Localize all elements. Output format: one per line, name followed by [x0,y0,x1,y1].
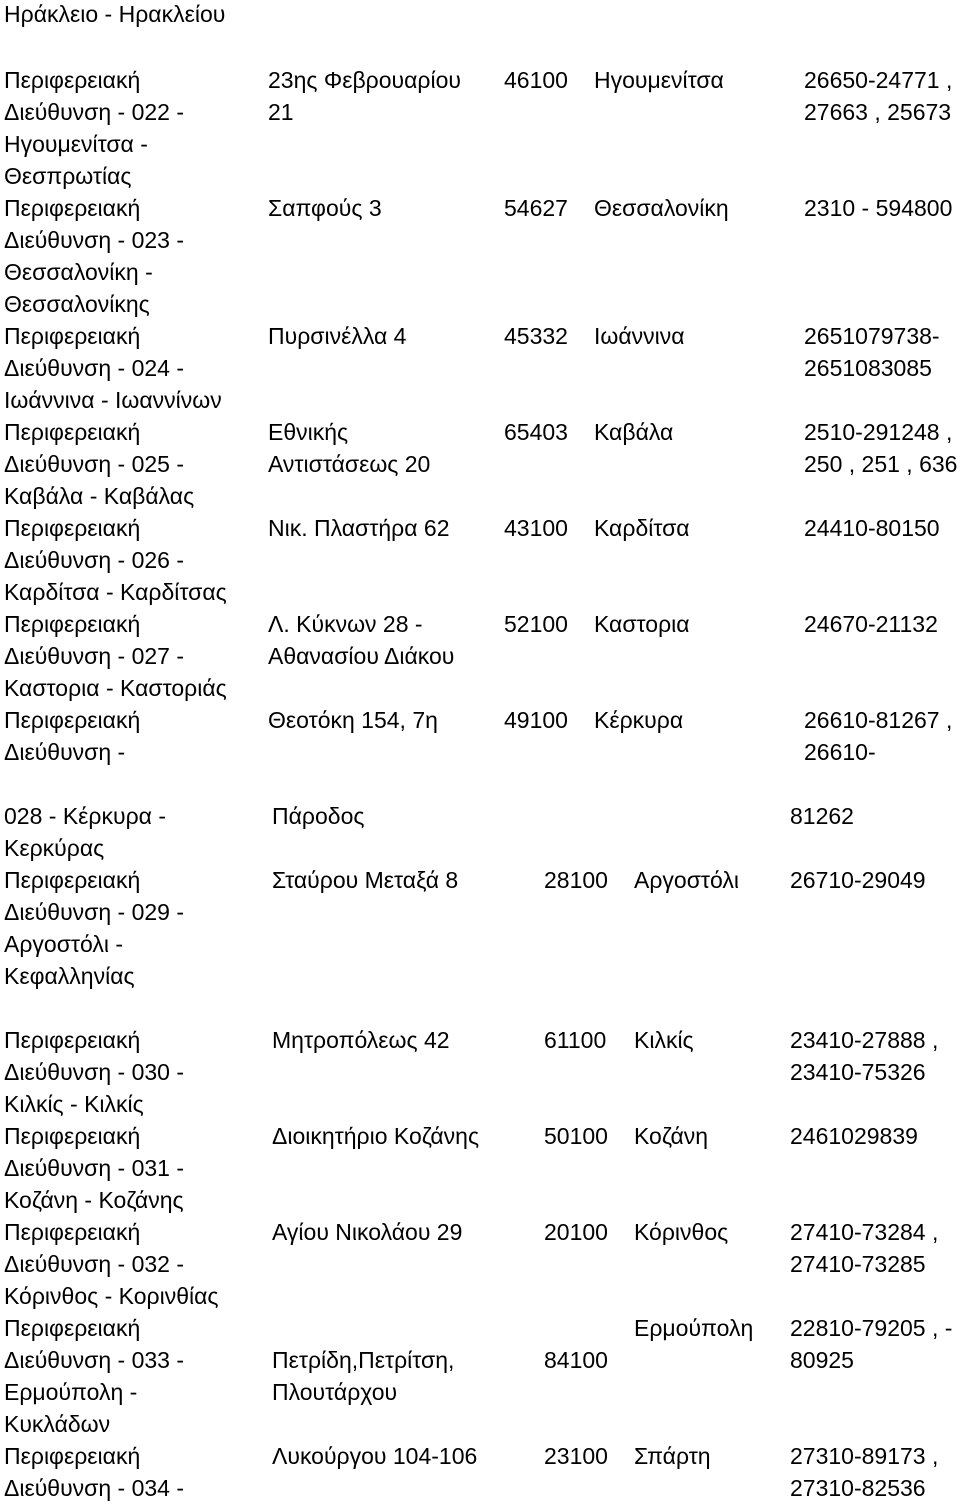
name-cell: Περιφερειακή [4,419,141,445]
phone-cell: 24670-21132 [804,611,938,637]
postcode-cell: 28100 [544,867,608,893]
phone-cell: 250 , 251 , 636 [804,451,958,477]
phone-cell: 81262 [790,803,854,829]
address-cell: Αγίου Νικολάου 29 [272,1219,463,1245]
phone-cell: 2651083085 [804,355,932,381]
name-cell: Περιφερειακή [4,867,141,893]
postcode-cell: 52100 [504,611,568,637]
name-cell: 028 - Κέρκυρα - [4,803,166,829]
address-cell: Νικ. Πλαστήρα 62 [268,515,450,541]
name-cell: Περιφερειακή [4,1315,141,1341]
name-cell: Διεύθυνση - 025 - [4,451,185,477]
name-cell: Διεύθυνση - 024 - [4,355,185,381]
name-cell: Διεύθυνση - 029 - [4,899,185,925]
name-cell: Περιφερειακή [4,195,141,221]
phone-cell: 26610-81267 , [804,707,953,733]
name-cell: Ερμούπολη - [4,1379,138,1405]
postcode-cell: 49100 [504,707,568,733]
address-cell: Λυκούργου 104-106 [272,1443,478,1469]
postcode-cell: 50100 [544,1123,608,1149]
address-cell: Θεοτόκη 154, 7η [268,707,438,733]
address-cell: Λ. Κύκνων 28 - [268,611,423,637]
phone-cell: 27663 , 25673 [804,99,952,125]
name-cell: Διεύθυνση - 022 - [4,99,185,125]
phone-cell: 80925 [790,1347,854,1373]
city-cell: Καβάλα [594,419,674,445]
name-cell: Περιφερειακή [4,1219,141,1245]
name-cell: Διεύθυνση - 031 - [4,1155,185,1181]
city-cell: Καρδίτσα [594,515,690,541]
name-cell: Περιφερειακή [4,1123,141,1149]
city-cell: Σπάρτη [634,1443,711,1469]
phone-cell: 27410-73284 , [790,1219,939,1245]
name-cell: Θεσπρωτίας [4,163,132,189]
name-cell: Διεύθυνση - 032 - [4,1251,185,1277]
city-cell: Κιλκίς [634,1027,694,1053]
phone-cell: 2651079738- [804,323,940,349]
name-cell: Περιφερειακή [4,67,141,93]
name-cell: Περιφερειακή [4,323,141,349]
phone-cell: 26710-29049 [790,867,926,893]
name-cell: Διεύθυνση - 023 - [4,227,185,253]
phone-cell: 22810-79205 , - [790,1315,953,1341]
address-cell: Αντιστάσεως 20 [268,451,431,477]
name-cell: Κοζάνη - Κοζάνης [4,1187,184,1213]
address-cell: 21 [268,99,294,125]
address-cell: 23ης Φεβρουαρίου [268,67,461,93]
phone-cell: 23410-75326 [790,1059,926,1085]
postcode-cell: 43100 [504,515,568,541]
name-cell: Κεφαλληνίας [4,963,135,989]
city-cell: Καστορια [594,611,690,637]
phone-cell: 27310-89173 , [790,1443,939,1469]
postcode-cell: 65403 [504,419,568,445]
postcode-cell: 54627 [504,195,568,221]
address-cell: Πετρίδη,Πετρίτση, [272,1347,455,1373]
address-cell: Μητροπόλεως 42 [272,1027,450,1053]
phone-cell: 27310-82536 [790,1475,926,1501]
name-cell: Κυκλάδων [4,1411,111,1437]
address-cell: Σαπφούς 3 [268,195,382,221]
phone-cell: 24410-80150 [804,515,940,541]
postcode-cell: 23100 [544,1443,608,1469]
name-cell: Καβάλα - Καβάλας [4,483,195,509]
name-cell: Περιφερειακή [4,1027,141,1053]
name-cell: Αργοστόλι - [4,931,124,957]
postcode-cell: 20100 [544,1219,608,1245]
address-cell: Εθνικής [268,419,349,445]
name-cell: Καστορια - Καστοριάς [4,675,227,701]
city-cell: Αργοστόλι [634,867,739,893]
name-cell: Διεύθυνση - 026 - [4,547,185,573]
address-cell: Πλουτάρχου [272,1379,398,1405]
phone-cell: 2310 - 594800 [804,195,953,221]
postcode-cell: 46100 [504,67,568,93]
name-cell: Διεύθυνση - 027 - [4,643,185,669]
name-cell: Κιλκίς - Κιλκίς [4,1091,144,1117]
postcode-cell: 84100 [544,1347,608,1373]
name-cell: Περιφερειακή [4,1443,141,1469]
phone-cell: 23410-27888 , [790,1027,939,1053]
name-cell: Θεσσαλονίκη - [4,259,153,285]
name-cell: Ιωάννινα - Ιωαννίνων [4,387,222,413]
name-cell: Διεύθυνση - 034 - [4,1475,185,1501]
phone-cell: 27410-73285 [790,1251,926,1277]
city-cell: Κέρκυρα [594,707,684,733]
address-cell: Πάροδος [272,803,365,829]
city-cell: Θεσσαλονίκη [594,195,729,221]
city-cell: Ιωάννινα [594,323,685,349]
address-cell: Σταύρου Μεταξά 8 [272,867,459,893]
name-cell: Θεσσαλονίκης [4,291,150,317]
name-cell: Διεύθυνση - 030 - [4,1059,185,1085]
page-heading: Ηράκλειο - Ηρακλείου [4,1,226,27]
name-cell: Διεύθυνση - 033 - [4,1347,185,1373]
name-cell: Περιφερειακή [4,611,141,637]
address-cell: Διοικητήριο Κοζάνης [272,1123,480,1149]
postcode-cell: 45332 [504,323,568,349]
address-cell: Αθανασίου Διάκου [268,643,455,669]
name-cell: Περιφερειακή [4,515,141,541]
city-cell: Κόρινθος [634,1219,729,1245]
phone-cell: 26650-24771 , [804,67,953,93]
phone-cell: 26610- [804,739,876,765]
name-cell: Διεύθυνση - [4,739,126,765]
address-cell: Πυρσινέλλα 4 [268,323,407,349]
name-cell: Ηγουμενίτσα - [4,131,148,157]
postcode-cell: 61100 [544,1027,607,1053]
phone-cell: 2461029839 [790,1123,918,1149]
phone-cell: 2510-291248 , [804,419,953,445]
city-cell: Κοζάνη [634,1123,709,1149]
city-cell: Ερμούπολη [634,1315,754,1341]
name-cell: Καρδίτσα - Καρδίτσας [4,579,227,605]
name-cell: Κερκύρας [4,835,105,861]
city-cell: Ηγουμενίτσα [594,67,724,93]
name-cell: Κόρινθος - Κορινθίας [4,1283,219,1309]
name-cell: Περιφερειακή [4,707,141,733]
